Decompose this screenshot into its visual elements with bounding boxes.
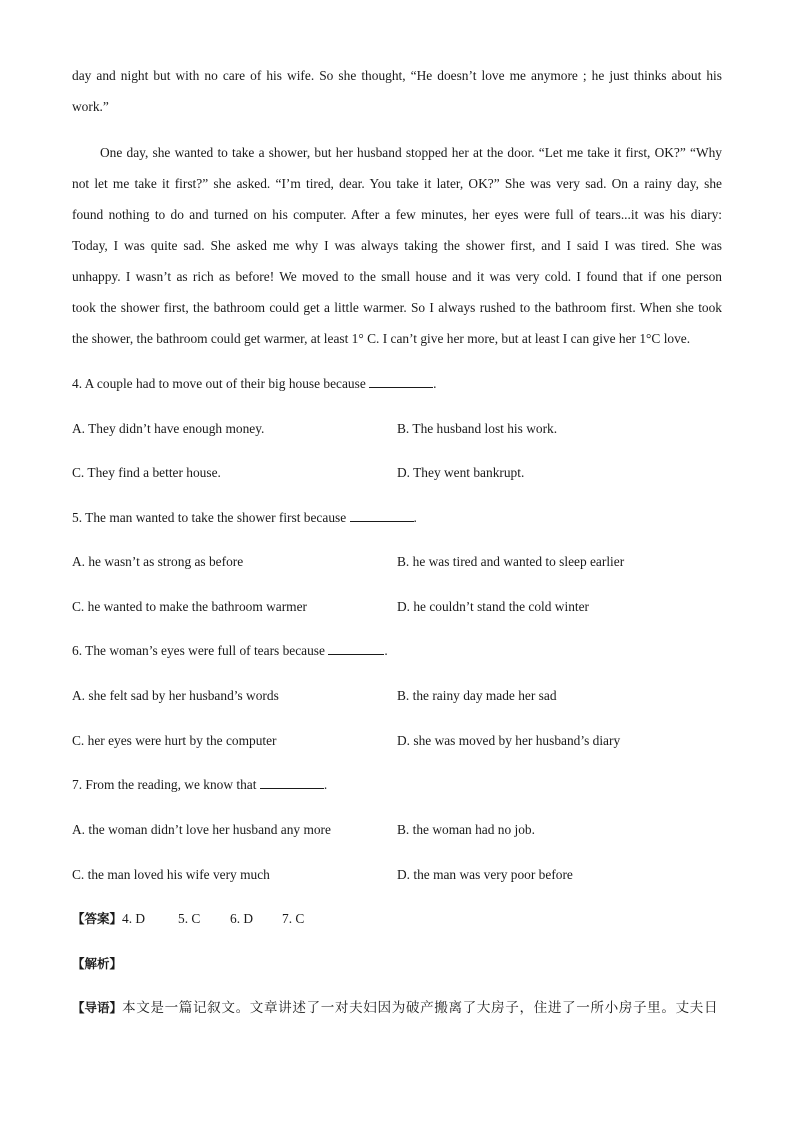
passage-line: took the shower first, the bathroom could get a little warmer. So I always rushed to the bathroom first. When she took — [72, 300, 722, 315]
guide-paragraph — [72, 999, 718, 1017]
question-5-option-a[interactable]: A. he wasn’t as strong as before — [72, 554, 244, 569]
passage-line: One day, she wanted to take a shower, but her husband stopped her at the door. “Let me take it first, OK?” “Why — [100, 145, 722, 160]
passage-line: Today, I was quite sad. She asked me why I was always taking the shower first, and I said I was tired. She was — [72, 238, 722, 253]
answer-item: 4. D — [122, 911, 146, 926]
answer-label: 【答案】 — [72, 911, 123, 926]
answer-item: 6. D — [230, 911, 254, 926]
question-7-option-c[interactable]: C. the man loved his wife very much — [72, 867, 270, 882]
question-5-option-b[interactable]: B. he was tired and wanted to sleep earlier — [397, 554, 625, 569]
passage-line: unhappy. I wasn’t as rich as before! We moved to the small house and it was very cold. I found that if one person — [72, 269, 722, 284]
question-7-option-a[interactable]: A. the woman didn’t love her husband any more — [72, 822, 331, 837]
passage-line: work.” — [72, 99, 109, 114]
question-7-option-b[interactable]: B. the woman had no job. — [397, 822, 535, 837]
question-4-option-b[interactable]: B. The husband lost his work. — [397, 421, 558, 436]
question-5-option-c[interactable]: C. he wanted to make the bathroom warmer — [72, 599, 308, 614]
guide-text: 本文是一篇记叙文。文章讲述了一对夫妇因为破产搬离了大房子，住进了一所小房子里。丈夫日 — [122, 1000, 719, 1016]
question-6-option-a[interactable]: A. she felt sad by her husband’s words — [72, 688, 279, 703]
question-4-option-c[interactable]: C. They find a better house. — [72, 465, 221, 480]
question-4-option-d[interactable]: D. They went bankrupt. — [397, 465, 525, 480]
passage-line: day and night but with no care of his wife. So she thought, “He doesn’t love me anymore ; he just thinks about his — [72, 68, 722, 83]
passage-line: the shower, the bathroom could get warmer, at least 1° C. I can’t give her more, but at least I can give her 1°C love. — [72, 331, 691, 346]
question-6-option-c[interactable]: C. her eyes were hurt by the computer — [72, 733, 277, 748]
passage-line: not let me take it first?” she asked. “I’m tired, dear. You take it later, OK?” She was very sad. On a rainy day, she — [72, 176, 722, 191]
answer-blank — [350, 509, 414, 522]
answer-blank — [328, 642, 384, 655]
question-7-option-d[interactable]: D. the man was very poor before — [397, 867, 573, 882]
answer-item: 5. C — [178, 911, 201, 926]
question-7-stem: 7. From the reading, we know that . — [72, 777, 328, 792]
answer-key — [72, 910, 304, 928]
answer-item: 7. C — [282, 911, 305, 926]
analysis-label: 【解析】 — [72, 956, 123, 971]
question-6-option-b[interactable]: B. the rainy day made her sad — [397, 688, 557, 703]
question-5-option-d[interactable]: D. he couldn’t stand the cold winter — [397, 599, 590, 614]
answer-blank — [260, 776, 324, 789]
guide-label: 【导语】 — [72, 1000, 123, 1015]
answer-blank — [369, 375, 433, 388]
question-6-stem: 6. The woman’s eyes were full of tears because . — [72, 643, 388, 658]
analysis-heading — [72, 955, 122, 973]
question-5-stem: 5. The man wanted to take the shower first because . — [72, 510, 417, 525]
question-6-option-d[interactable]: D. she was moved by her husband’s diary — [397, 733, 621, 748]
question-4-stem: 4. A couple had to move out of their big house because . — [72, 376, 437, 391]
question-4-option-a[interactable]: A. They didn’t have enough money. — [72, 421, 265, 436]
passage-line: found nothing to do and turned on his computer. After a few minutes, her eyes were full of tears...it was his diary: — [72, 207, 722, 222]
